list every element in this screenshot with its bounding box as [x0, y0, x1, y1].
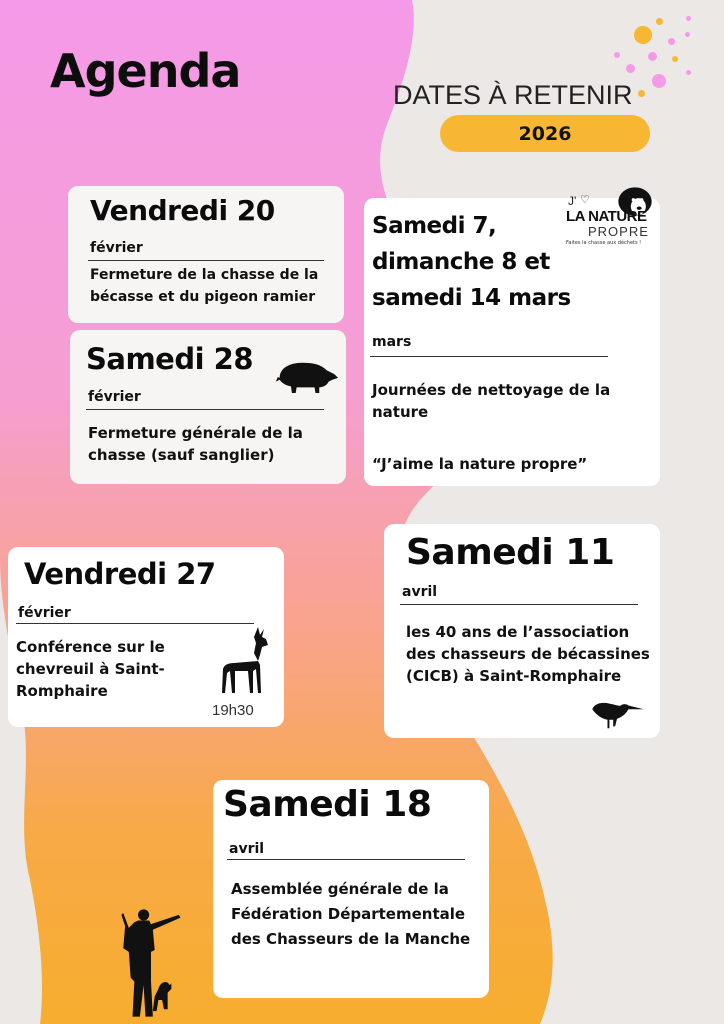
event-card-3 — [364, 193, 660, 486]
event-description: les 40 ans de l’association des chasseurs de bécassines (CICB) à Saint-Romphaire — [406, 623, 650, 685]
event-time: 19h30 — [212, 702, 254, 719]
logo-text-1: J' — [568, 194, 577, 208]
event-month: avril — [229, 841, 265, 857]
event-card-2 — [70, 330, 346, 484]
event-month: avril — [402, 584, 438, 600]
event-description: Conférence sur le chevreuil à Saint-Romphaire — [16, 638, 165, 700]
event-date: Vendredi 20 — [90, 194, 275, 227]
event-month: février — [18, 605, 71, 621]
event-date: Vendredi 27 — [24, 557, 216, 591]
year-badge — [440, 115, 650, 152]
divider — [370, 356, 608, 357]
divider — [400, 604, 638, 605]
nature-propre-logo — [566, 182, 662, 262]
logo-text-3: PROPRE — [588, 224, 649, 239]
event-card-5 — [384, 524, 660, 738]
event-card-1 — [68, 186, 344, 323]
event-description: Journées de nettoyage de la nature — [372, 381, 611, 421]
logo-text-2: LA NATURE — [566, 208, 647, 225]
event-date: Samedi 28 — [86, 342, 253, 376]
hunter-with-dog-icon — [114, 904, 188, 1022]
divider — [86, 409, 324, 410]
heart-icon: ♡ — [580, 193, 590, 206]
event-quote: “J’aime la nature propre” — [372, 455, 588, 473]
deer-icon — [214, 625, 274, 695]
event-card-4 — [8, 547, 284, 727]
event-description: Assemblée générale de la Fédération Départementale des Chasseurs de la Manche — [231, 880, 471, 948]
divider — [88, 260, 324, 261]
subtitle: DATES À RETENIR — [393, 80, 633, 110]
event-date: Samedi 7, dimanche 8 et samedi 14 mars — [372, 213, 571, 311]
snipe-icon — [588, 696, 646, 734]
boar-icon — [274, 356, 340, 396]
event-description: Fermeture de la chasse de la bécasse et du pigeon ramier — [90, 267, 319, 305]
event-description: Fermeture générale de la chasse (sauf sanglier) — [88, 424, 303, 464]
event-card-6 — [213, 780, 489, 998]
event-date: Samedi 11 — [406, 532, 615, 573]
event-month: février — [90, 240, 143, 256]
divider — [16, 623, 254, 624]
divider — [227, 859, 465, 860]
year-text: 2026 — [518, 122, 572, 145]
event-month: mars — [372, 334, 412, 350]
logo-tagline: Faites la chasse aux déchets ! — [566, 240, 642, 246]
page-title: Agenda — [50, 44, 241, 98]
event-date: Samedi 18 — [223, 784, 432, 825]
event-month: février — [88, 389, 141, 405]
